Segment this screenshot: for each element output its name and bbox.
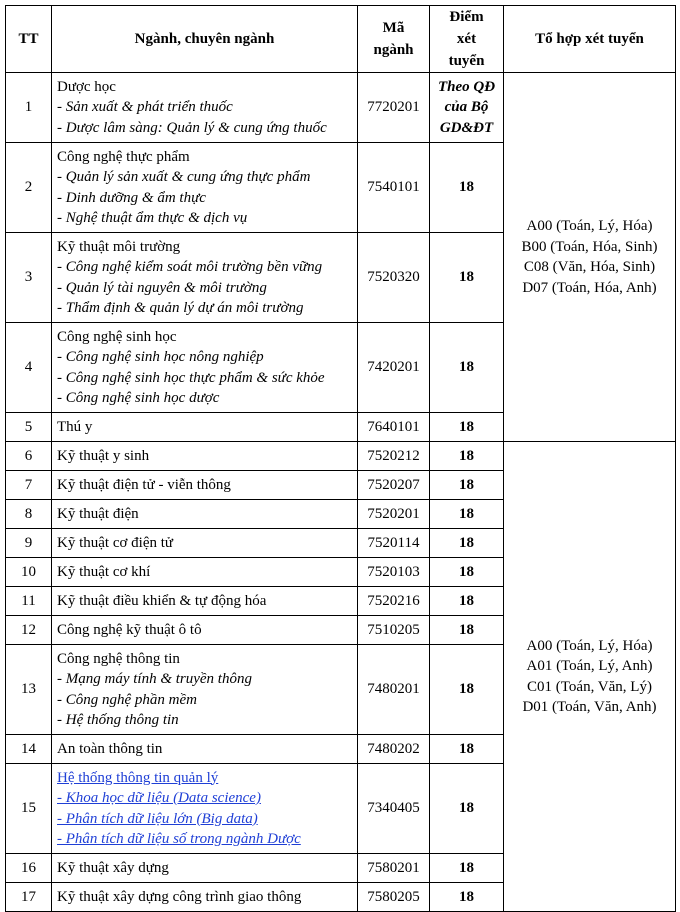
major-code: 7520216 <box>358 587 430 616</box>
major-name: Kỹ thuật xây dựng công trình giao thông <box>52 883 358 912</box>
subject-combo: D01 (Toán, Văn, Anh) <box>522 699 657 715</box>
major-cell <box>52 764 358 854</box>
admission-score: 18 <box>430 529 504 558</box>
admission-score: 18 <box>430 854 504 883</box>
row-number: 10 <box>6 558 52 587</box>
admission-score: 18 <box>430 735 504 764</box>
row-number: 1 <box>6 73 52 143</box>
header-tt: TT <box>6 6 52 73</box>
major-code: 7510205 <box>358 616 430 645</box>
subject-combo: A01 (Toán, Lý, Anh) <box>526 658 653 674</box>
header-major: Ngành, chuyên ngành <box>52 6 358 73</box>
row-number: 4 <box>6 323 52 413</box>
admission-score: 18 <box>430 883 504 912</box>
admission-score: 18 <box>430 764 504 854</box>
major-cell <box>52 143 358 233</box>
major-code: 7540101 <box>358 143 430 233</box>
specialization-link[interactable]: - Phân tích dữ liệu lớn (Big data) <box>57 810 258 827</box>
specialization: - Công nghệ sinh học thực phẩm & sức khỏe <box>57 369 325 386</box>
major-name: Kỹ thuật xây dựng <box>52 854 358 883</box>
specialization: - Sản xuất & phát triển thuốc <box>57 99 233 116</box>
specialization: - Hệ thống thông tin <box>57 712 179 728</box>
specialization: - Thẩm định & quản lý dự án môi trường <box>57 300 304 316</box>
major-code: 7340405 <box>358 764 430 854</box>
subject-combo: C08 (Văn, Hóa, Sinh) <box>523 259 656 275</box>
major-code: 7520320 <box>358 233 430 323</box>
admission-score: 18 <box>430 500 504 529</box>
header-combo: Tổ hợp xét tuyển <box>504 6 676 73</box>
major-code: 7520212 <box>358 442 430 471</box>
header-code: Mã ngành <box>358 6 430 73</box>
row-number: 17 <box>6 883 52 912</box>
major-name: Kỹ thuật điều khiển & tự động hóa <box>52 587 358 616</box>
row-number: 16 <box>6 854 52 883</box>
subject-combo: D07 (Toán, Hóa, Anh) <box>522 279 657 296</box>
specialization: - Dinh dưỡng & ẩm thực <box>57 189 206 206</box>
specialization-link[interactable]: - Phân tích dữ liệu số trong ngành Dược <box>57 831 301 847</box>
subject-combo: C01 (Toán, Văn, Lý) <box>527 678 652 695</box>
specialization: - Quản lý sản xuất & cung ứng thực phẩm <box>57 169 311 185</box>
major-code: 7520207 <box>358 471 430 500</box>
header-row <box>6 6 676 73</box>
row-number: 9 <box>6 529 52 558</box>
admission-score: 18 <box>430 558 504 587</box>
major-code: 7520114 <box>358 529 430 558</box>
row-number: 7 <box>6 471 52 500</box>
subject-combo: A00 (Toán, Lý, Hóa) <box>526 637 653 654</box>
subject-combos-group-2 <box>504 442 676 912</box>
major-code: 7480201 <box>358 645 430 735</box>
row-number: 3 <box>6 233 52 323</box>
row-number: 11 <box>6 587 52 616</box>
specialization: - Công nghệ phần mềm <box>57 691 197 708</box>
subject-combos-group-1 <box>504 73 676 442</box>
major-name: Công nghệ thực phẩm <box>57 148 190 165</box>
major-name-link[interactable]: Hệ thống thông tin quản lý <box>57 769 219 786</box>
major-code: 7520103 <box>358 558 430 587</box>
admission-score: 18 <box>430 143 504 233</box>
row-number: 8 <box>6 500 52 529</box>
row-number: 15 <box>6 764 52 854</box>
specialization: - Nghệ thuật ẩm thực & dịch vụ <box>57 210 248 226</box>
header-score: Điểm xét tuyển <box>430 6 504 73</box>
major-code: 7420201 <box>358 323 430 413</box>
major-code: 7720201 <box>358 73 430 143</box>
admission-score: 18 <box>430 616 504 645</box>
row-number: 5 <box>6 413 52 442</box>
specialization: - Quản lý tài nguyên & môi trường <box>57 279 267 296</box>
major-code: 7520201 <box>358 500 430 529</box>
major-name: Dược học <box>57 78 116 95</box>
row-number: 2 <box>6 143 52 233</box>
major-name: Công nghệ sinh học <box>57 328 177 345</box>
major-cell <box>52 73 358 143</box>
major-cell <box>52 233 358 323</box>
specialization: - Công nghệ sinh học dược <box>57 390 220 406</box>
major-name: Kỹ thuật cơ điện tử <box>52 529 358 558</box>
major-name: Kỹ thuật môi trường <box>57 238 181 255</box>
admission-score: 18 <box>430 587 504 616</box>
specialization: - Dược lâm sàng: Quản lý & cung ứng thuốc <box>57 119 327 136</box>
specialization: - Mạng máy tính & truyền thông <box>57 671 252 687</box>
admission-score: 18 <box>430 323 504 413</box>
major-name: Thú y <box>52 413 358 442</box>
admission-score: 18 <box>430 413 504 442</box>
row-number: 14 <box>6 735 52 764</box>
major-cell <box>52 645 358 735</box>
subject-combo: B00 (Toán, Hóa, Sinh) <box>521 238 658 255</box>
admission-score: 18 <box>430 471 504 500</box>
major-name: Kỹ thuật cơ khí <box>52 558 358 587</box>
specialization: - Công nghệ sinh học nông nghiệp <box>57 349 264 365</box>
table-row <box>6 442 676 471</box>
specialization-link[interactable]: - Khoa học dữ liệu (Data science) <box>57 790 261 806</box>
row-number: 13 <box>6 645 52 735</box>
major-name: Công nghệ thông tin <box>57 650 180 667</box>
row-number: 12 <box>6 616 52 645</box>
major-name: Kỹ thuật y sinh <box>52 442 358 471</box>
major-name: Kỹ thuật điện tử - viễn thông <box>52 471 358 500</box>
admission-table <box>5 5 676 912</box>
major-name: Kỹ thuật điện <box>52 500 358 529</box>
admission-score: 18 <box>430 645 504 735</box>
major-code: 7580201 <box>358 854 430 883</box>
table-row <box>6 73 676 143</box>
row-number: 6 <box>6 442 52 471</box>
major-cell <box>52 323 358 413</box>
admission-score: 18 <box>430 233 504 323</box>
major-code: 7580205 <box>358 883 430 912</box>
specialization: - Công nghệ kiểm soát môi trường bền vững <box>57 259 323 275</box>
major-name: An toàn thông tin <box>52 735 358 764</box>
major-code: 7480202 <box>358 735 430 764</box>
major-name: Công nghệ kỹ thuật ô tô <box>52 616 358 645</box>
admission-score: 18 <box>430 442 504 471</box>
subject-combo: A00 (Toán, Lý, Hóa) <box>526 218 653 234</box>
major-code: 7640101 <box>358 413 430 442</box>
admission-score: Theo QĐ của Bộ GD&ĐT <box>430 73 504 143</box>
